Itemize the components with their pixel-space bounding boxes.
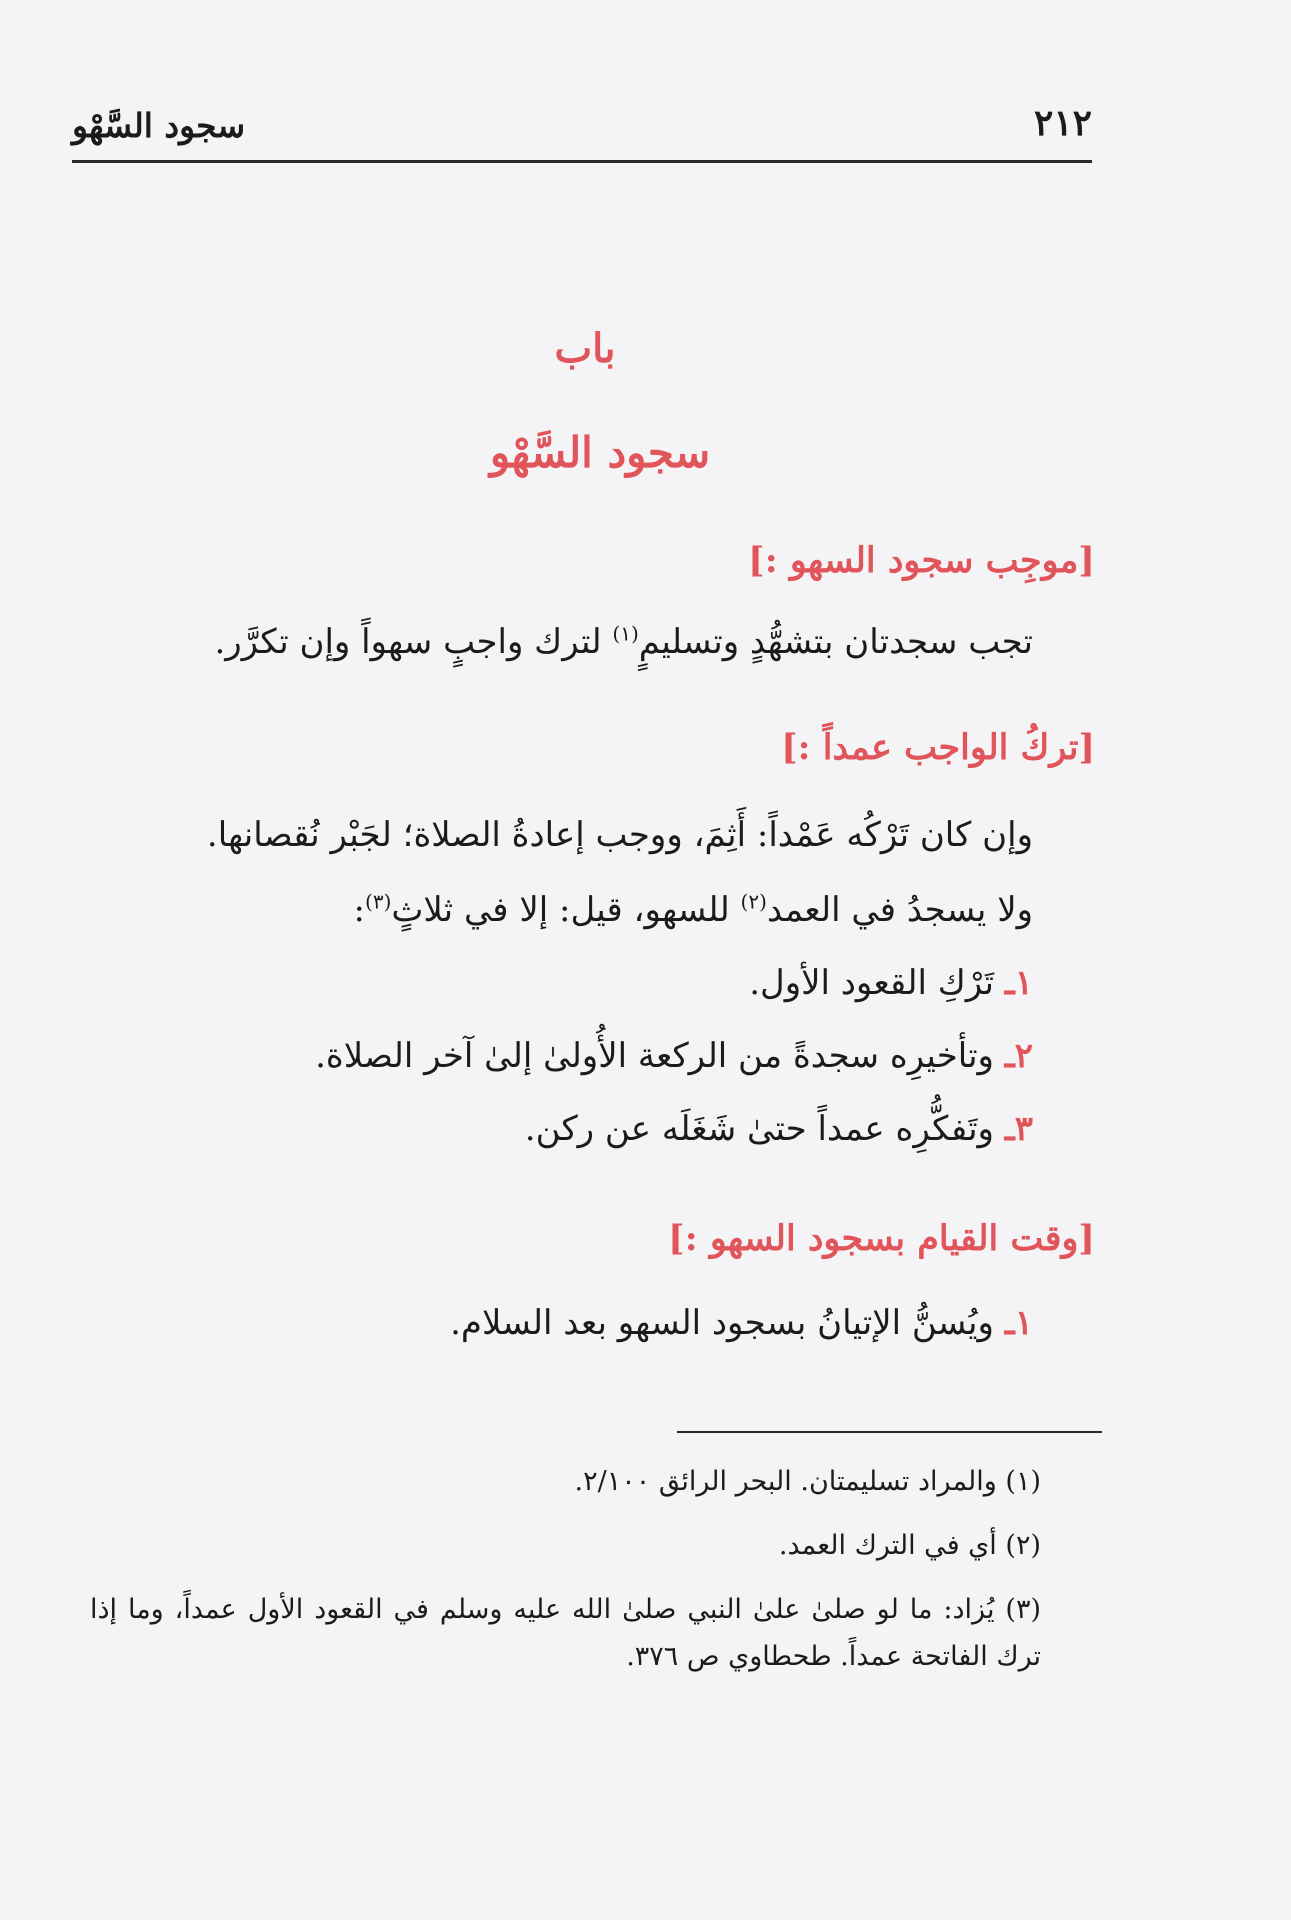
chapter-title: سجود السَّهْو — [489, 428, 711, 477]
list-item — [525, 1109, 1033, 1150]
section-heading-2: [تركُ الواجب عمداً :] — [781, 727, 1095, 768]
section-heading-1: [موجِب سجود السهو :] — [748, 540, 1095, 581]
section-heading-3: [وقت القيام بسجود السهو :] — [668, 1218, 1095, 1259]
list-text: وتأخيرِه سجدةً من الركعة الأُولىٰ إلىٰ آخر الصلاة. — [315, 1036, 1005, 1076]
list-text: تَرْكِ القعود الأول. — [749, 963, 1005, 1003]
page-number: ٢١٢ — [1033, 102, 1092, 144]
list-item — [450, 1303, 1033, 1344]
list-item — [315, 1036, 1033, 1077]
body-text: تجب سجدتان بتشهُّدٍ وتسليمٍ — [638, 622, 1033, 662]
footnote-ref-1: (١) — [612, 621, 639, 646]
footnote-ref-2: (٢) — [740, 889, 767, 914]
body-text: : — [353, 890, 366, 930]
body-line-2: وإن كان تَرْكُه عَمْداً: أَثِمَ، ووجب إعادةُ الصلاة؛ لجَبْر نُقصانها. — [206, 815, 1033, 855]
running-title: سجود السَّهْو — [72, 106, 246, 145]
running-header — [72, 100, 1092, 163]
body-line-1 — [214, 622, 1033, 663]
body-text: ولا يسجدُ في العمد — [766, 890, 1033, 930]
body-text: لترك واجبٍ سهواً وإن تكرَّر. — [214, 622, 613, 662]
footnote-divider — [677, 1431, 1102, 1433]
footnote-3: (٣) يُزاد: ما لو صلىٰ علىٰ النبي صلىٰ الله عليه وسلم في القعود الأول عمداً، وما إذا ترك الفاتحة عمداً. طحطاوي ص ٣٧٦. — [90, 1594, 1041, 1673]
footnote-ref-3: (٣) — [365, 889, 392, 914]
list-item — [749, 963, 1033, 1004]
body-text: للسهو، قيل: إلا في ثلاثٍ — [391, 890, 741, 930]
footnote-1: (١) والمراد تسليمتان. البحر الرائق ٢/١٠٠. — [574, 1466, 1041, 1497]
list-number: ٣ـ — [1004, 1109, 1033, 1149]
list-number: ١ـ — [1004, 963, 1033, 1003]
list-text: ويُسنُّ الإتيانُ بسجود السهو بعد السلام. — [450, 1303, 1005, 1343]
list-number: ١ـ — [1004, 1303, 1033, 1343]
list-number: ٢ـ — [1004, 1036, 1033, 1076]
footnote-2: (٢) أي في الترك العمد. — [778, 1530, 1041, 1561]
chapter-label: باب — [554, 325, 616, 372]
list-text: وتَفكُّرِه عمداً حتىٰ شَغَلَه عن ركن. — [524, 1109, 1005, 1149]
body-line-3 — [354, 890, 1033, 931]
